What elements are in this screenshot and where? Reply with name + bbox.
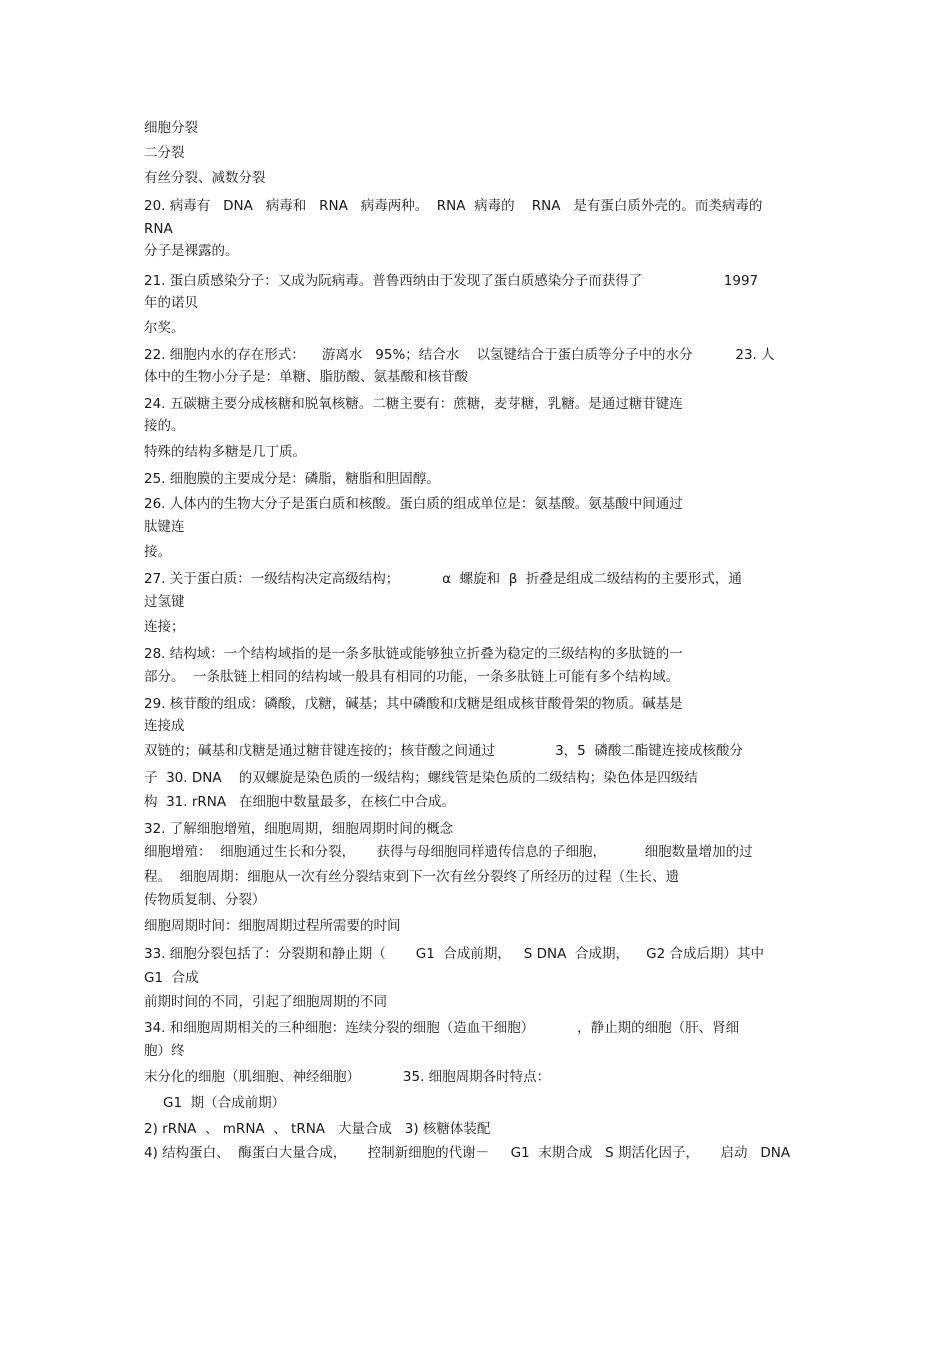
text-line: 26. 人体内的生物大分子是蛋白质和核酸。蛋白质的组成单位是：氨基酸。氨基酸中间通过 (144, 496, 683, 512)
text-line: 20. 病毒有 DNA 病毒和 RNA 病毒两种。 RNA 病毒的 RNA 是有蛋白质外壳的。而类病毒的 (144, 198, 763, 214)
text-line: 胞）终 (144, 1043, 185, 1059)
text-line: 二分裂 (144, 145, 185, 161)
text-line: 32. 了解细胞增殖，细胞周期，细胞周期时间的概念 (144, 821, 454, 837)
text-line: 接的。 (144, 418, 185, 434)
text-line: 构 31. rRNA 在细胞中数量最多，在核仁中合成。 (144, 794, 455, 810)
text-line: 细胞增殖： 细胞通过生长和分裂， 获得与母细胞同样遗传信息的子细胞， 细胞数量增加的过 (144, 844, 753, 860)
text-line: 4) 结构蛋白、 酶蛋白大量合成， 控制新细胞的代谢－ G1 末期合成 S 期活化因子， 启动 DNA (144, 1145, 791, 1161)
text-line: 29. 核苷酸的组成：磷酸，戊糖，碱基；其中磷酸和戊糖是组成核苷酸骨架的物质。碱基是 (144, 696, 683, 712)
text-line: 前期时间的不同，引起了细胞周期的不同 (144, 994, 387, 1010)
text-line: 28. 结构域：一个结构域指的是一条多肽链或能够独立折叠为稳定的三级结构的多肽链的一 (144, 646, 683, 662)
text-line: 体中的生物小分子是：单糖、脂肪酸、氨基酸和核苷酸 (144, 369, 468, 385)
text-line: 过氢键 (144, 594, 185, 610)
text-line: RNA (144, 221, 173, 237)
text-line: 细胞分裂 (144, 120, 198, 136)
text-line: 分子是裸露的。 (144, 243, 239, 259)
text-line: 有丝分裂、减数分裂 (144, 170, 266, 186)
text-line: 22. 细胞内水的存在形式： 游离水 95%；结合水 以氢键结合于蛋白质等分子中的水分 23. 人 (144, 347, 775, 363)
text-line: 传物质复制、分裂） (144, 892, 266, 908)
text-line: 尔奖。 (144, 320, 185, 336)
text-line: 21. 蛋白质感染分子：又成为阮病毒。普鲁西纳由于发现了蛋白质感染分子而获得了 1997 (144, 273, 759, 289)
text-line: 24. 五碳糖主要分成核糖和脱氧核糖。二糖主要有：蔗糖，麦芽糖，乳糖。是通过糖苷键连 (144, 396, 683, 412)
text-line: 连接成 (144, 718, 185, 734)
text-line: 程。 细胞周期：细胞从一次有丝分裂结束到下一次有丝分裂终了所经历的过程（生长、遗 (144, 869, 680, 885)
text-line: 末分化的细胞（肌细胞、神经细胞） 35. 细胞周期各时特点： (144, 1069, 551, 1085)
text-line: G1 期（合成前期） (163, 1095, 286, 1111)
text-line: 部分。 一条肽链上相同的结构域一般具有相同的功能，一条多肽链上可能有多个结构域。 (144, 669, 680, 685)
text-line: 2) rRNA 、 mRNA 、 tRNA 大量合成 3) 核糖体装配 (144, 1121, 491, 1137)
text-line: 细胞周期时间：细胞周期过程所需要的时间 (144, 918, 401, 934)
text-line: 双链的；碱基和戊糖是通过糖苷键连接的；核苷酸之间通过 3，5 磷酸二酯键连接成核酸分 (144, 743, 743, 759)
text-line: 27. 关于蛋白质：一级结构决定高级结构； α 螺旋和 β 折叠是组成二级结构的主要形式，通 (144, 571, 742, 587)
text-line: 25. 细胞膜的主要成分是：磷脂，糖脂和胆固醇。 (144, 471, 440, 487)
text-line: 年的诺贝 (144, 295, 198, 311)
text-line: 子 30. DNA 的双螺旋是染色质的一级结构；螺线管是染色质的二级结构；染色体是四级结 (144, 770, 698, 786)
text-line: 特殊的结构多糖是几丁质。 (144, 444, 306, 460)
text-line: 33. 细胞分裂包括了：分裂期和静止期（ G1 合成前期， S DNA 合成期， G2 合成后期）其中 (144, 946, 764, 962)
text-line: 34. 和细胞周期相关的三种细胞：连续分裂的细胞（造血干细胞） ，静止期的细胞（肝、肾细 (144, 1020, 740, 1036)
text-line: 肽键连 (144, 519, 185, 535)
text-line: 连接； (144, 619, 185, 635)
text-line: G1 合成 (144, 970, 199, 986)
text-line: 接。 (144, 544, 171, 560)
